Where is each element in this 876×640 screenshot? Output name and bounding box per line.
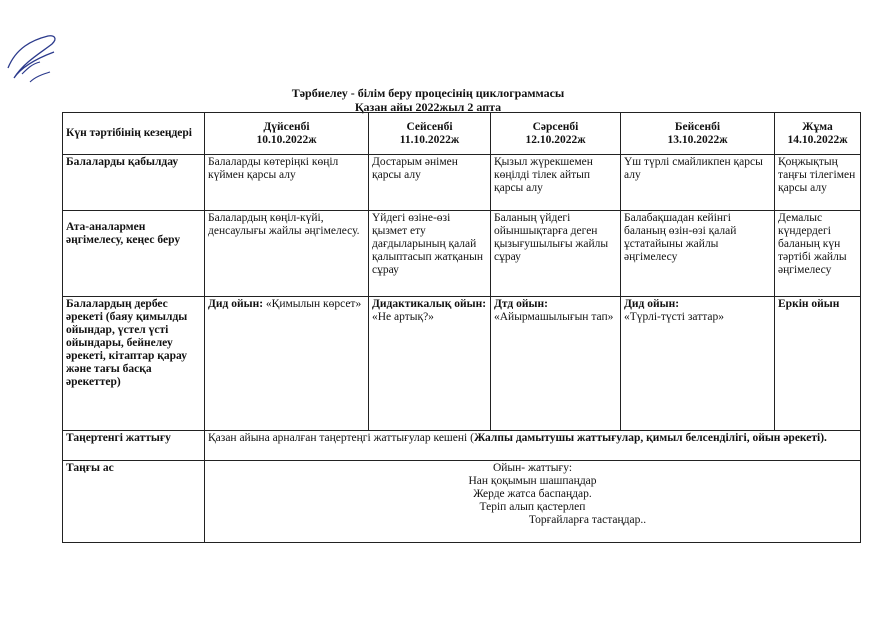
row-label-parents: Ата-аналармен әңгімелесу, кеңес беру (63, 211, 205, 297)
page-title: Тәрбиелеу - білім беру процесінің циклограммасы (291, 86, 565, 100)
cell-morning-exercise: Қазан айына арналған таңертеңгі жаттығулар кешені (Жалпы дамытушы жаттығулар, қимыл белсенділігі, ойын әрекеті). (205, 431, 861, 461)
table-row (63, 211, 861, 297)
poem-line: Нан қоқымын шашпаңдар (468, 475, 597, 487)
column-header-wednesday: Сәрсенбі 12.10.2022ж (491, 113, 621, 155)
column-header-periods: Күн тәртібінің кезеңдері (63, 113, 205, 155)
cell: Демалыс күндердегі баланың күн тәртібі жайлы әңгімелесу (775, 211, 861, 297)
cell: Дид ойын: «Қимылын көрсет» (205, 297, 369, 431)
cell: Қызыл жүрекшемен көңілді тілек айтып қарсы алу (491, 155, 621, 211)
poem-line: Торғайларға тастаңдар.. (528, 514, 647, 526)
column-header-friday: Жұма 14.10.2022ж (775, 113, 861, 155)
cell: Дид ойын: «Түрлі-түсті заттар» (621, 297, 775, 431)
cell: Балалардың көңіл-күйі, денсаулығы жайлы әңгімелесу. (205, 211, 369, 297)
row-label-independent: Балалардың дербес әрекеті (баяу қимылды ойындар, үстел үсті ойындары, бейнелеу әрекеті, кітаптар қарау және тағы басқа әрекеттер) (63, 297, 205, 431)
column-header-monday: Дүйсенбі 10.10.2022ж (205, 113, 369, 155)
cell: Балабақшадан кейінгі баланың өзін-өзі қалай ұстатайыны жайлы әңгімелесу (621, 211, 775, 297)
column-header-tuesday: Сейсенбі 11.10.2022ж (369, 113, 491, 155)
signature-stamp (2, 28, 72, 90)
poem-line: Жерде жатса баспаңдар. (473, 488, 592, 500)
table-header-row (63, 113, 861, 155)
table-row (63, 461, 861, 543)
cell: Қоңжықтың таңғы тілегімен қарсы алу (775, 155, 861, 211)
table-row (63, 297, 861, 431)
row-label-morning-exercise: Таңертенгі жаттығу (63, 431, 205, 461)
table-row (63, 155, 861, 211)
cell: Балаларды көтеріңкі көңіл күймен қарсы алу (205, 155, 369, 211)
row-label-reception: Балаларды қабылдау (63, 155, 205, 211)
cell: Үйдегі өзіне-өзі қызмет ету дағдыларының қалай қалыптасып жатқанын сұрау (369, 211, 491, 297)
schedule-table (62, 112, 861, 543)
column-header-thursday: Бейсенбі 13.10.2022ж (621, 113, 775, 155)
cell-breakfast-poem (205, 461, 861, 543)
cell: Дидактикалық ойын: «Не артық?» (369, 297, 491, 431)
cell: Еркін ойын (775, 297, 861, 431)
cell: Дтд ойын: «Айырмашылығын тап» (491, 297, 621, 431)
poem-line: Ойын- жаттығу: (492, 462, 573, 474)
poem-line: Теріп алып қастерлеп (479, 501, 586, 513)
cell: Достарым әнімен қарсы алу (369, 155, 491, 211)
table-row (63, 431, 861, 461)
cell: Үш түрлі смайликпен қарсы алу (621, 155, 775, 211)
cell: Баланың үйдегі ойыншықтарға деген қызығушылығы жайлы сұрау (491, 211, 621, 297)
page-subtitle: Қазан айы 2022жыл 2 апта (354, 100, 502, 114)
row-label-breakfast: Таңғы ас (63, 461, 205, 543)
